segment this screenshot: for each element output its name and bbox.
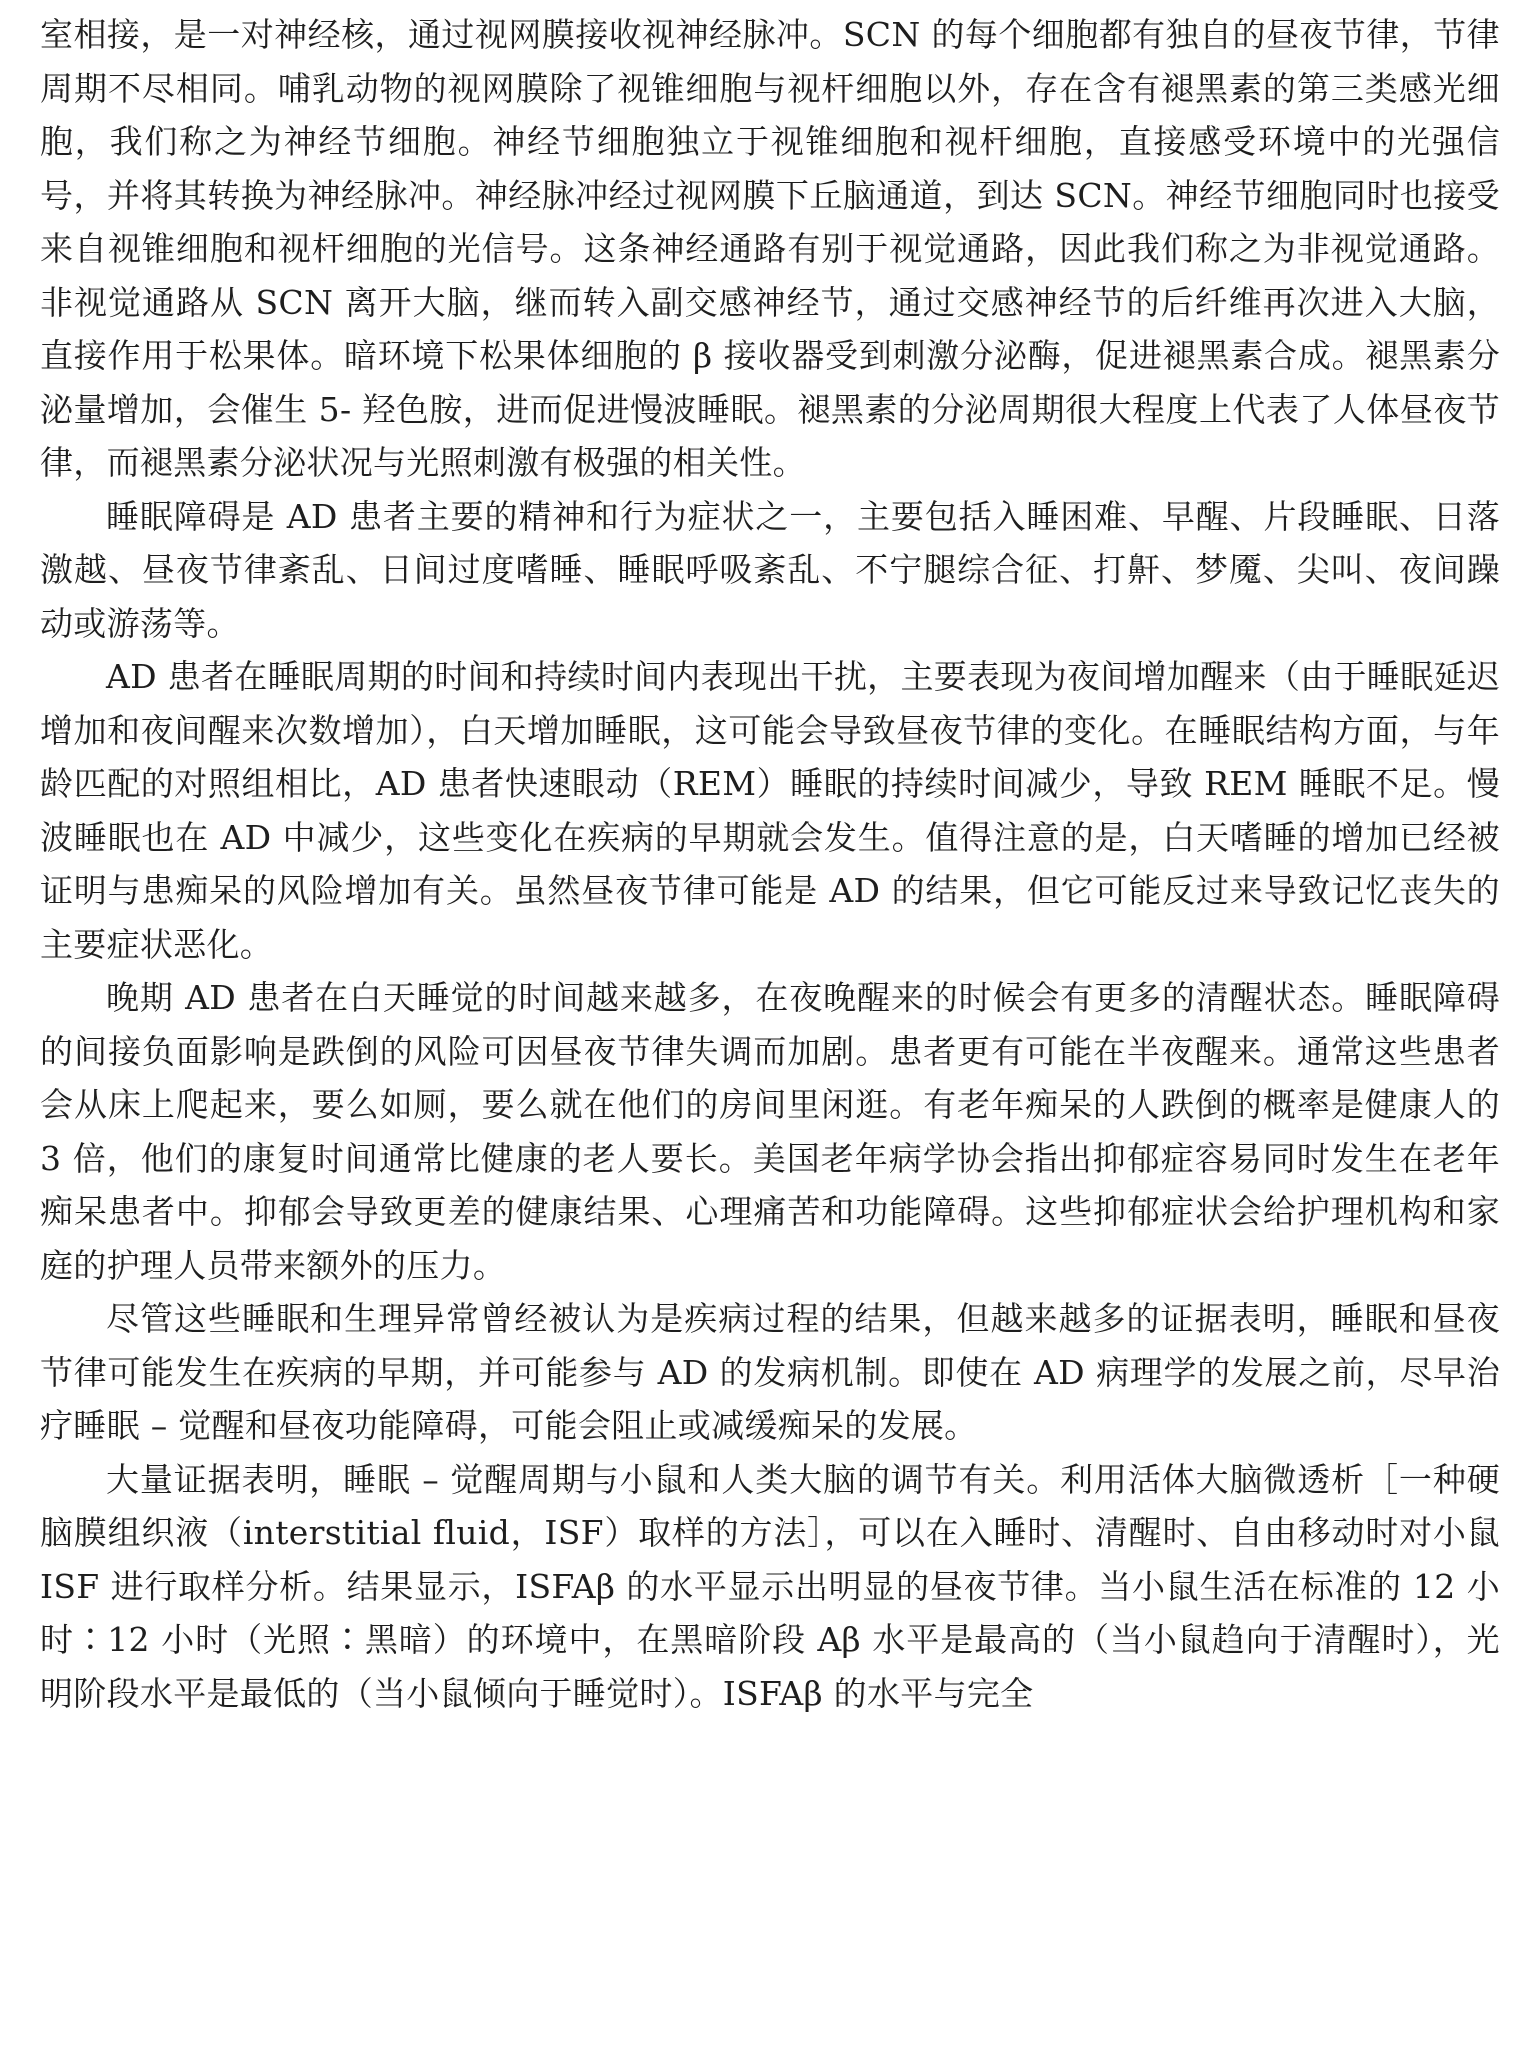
paragraph-microdialysis-evidence: 大量证据表明，睡眠 – 觉醒周期与小鼠和人类大脑的调节有关。利用活体大脑微透析［一种硬脑膜组织液（interstitial fluid，ISF）取样的方法］，可以在入睡时、清醒时、自由移动时对小鼠 ISF 进行取样分析。结果显示，ISFAβ 的水平显示出明显的昼夜节律。当小鼠生活在标准的 12 小时∶12 小时（光照∶黑暗）的环境中，在黑暗阶段 Aβ 水平是最高的（当小鼠趋向于清醒时），光明阶段水平是最低的（当小鼠倾向于睡觉时）。ISFAβ 的水平与完全 bbox=[40, 1459, 1500, 1713]
paragraph-late-stage-ad: 晚期 AD 患者在白天睡觉的时间越来越多，在夜晚醒来的时候会有更多的清醒状态。睡眠障碍的间接负面影响是跌倒的风险可因昼夜节律失调而加剧。患者更有可能在半夜醒来。通常这些患者会从床上爬起来，要么如厕，要么就在他们的房间里闲逛。有老年痴呆的人跌倒的概率是健康人的 3 倍，他们的康复时间通常比健康的老人要长。美国老年病学协会指出抑郁症容易同时发生在老年痴呆患者中。抑郁会导致更差的健康结果、心理痛苦和功能障碍。这些抑郁症状会给护理机构和家庭的护理人员带来额外的压力。 bbox=[40, 978, 1500, 1285]
paragraph-early-treatment: 尽管这些睡眠和生理异常曾经被认为是疾病过程的结果，但越来越多的证据表明，睡眠和昼夜节律可能发生在疾病的早期，并可能参与 AD 的发病机制。即使在 AD 病理学的发展之前，尽早治疗睡眠 – 觉醒和昼夜功能障碍，可能会阻止或减缓痴呆的发展。 bbox=[40, 1299, 1500, 1445]
document-page bbox=[40, 8, 1500, 2058]
paragraph-sleep-cycle-interference: AD 患者在睡眠周期的时间和持续时间内表现出干扰，主要表现为夜间增加醒来（由于睡眠延迟增加和夜间醒来次数增加），白天增加睡眠，这可能会导致昼夜节律的变化。在睡眠结构方面，与年龄匹配的对照组相比，AD 患者快速眼动（REM）睡眠的持续时间减少，导致 REM 睡眠不足。慢波睡眠也在 AD 中减少，这些变化在疾病的早期就会发生。值得注意的是，白天嗜睡的增加已经被证明与患痴呆的风险增加有关。虽然昼夜节律可能是 AD 的结果，但它可能反过来导致记忆丧失的主要症状恶化。 bbox=[40, 657, 1500, 964]
paragraph-pineal-pathway: 室相接，是一对神经核，通过视网膜接收视神经脉冲。SCN 的每个细胞都有独自的昼夜节律，节律周期不尽相同。哺乳动物的视网膜除了视锥细胞与视杆细胞以外，存在含有褪黑素的第三类感光细胞，我们称之为神经节细胞。神经节细胞独立于视锥细胞和视杆细胞，直接感受环境中的光强信号，并将其转换为神经脉冲。神经脉冲经过视网膜下丘脑通道，到达 SCN。神经节细胞同时也接受来自视锥细胞和视杆细胞的光信号。这条神经通路有别于视觉通路，因此我们称之为非视觉通路。非视觉通路从 SCN 离开大脑，继而转入副交感神经节，通过交感神经节的后纤维再次进入大脑，直接作用于松果体。暗环境下松果体细胞的 β 接收器受到刺激分泌酶，促进褪黑素合成。褪黑素分泌量增加，会催生 5- 羟色胺，进而促进慢波睡眠。褪黑素的分泌周期很大程度上代表了人体昼夜节律，而褪黑素分泌状况与光照刺激有极强的相关性。 bbox=[40, 15, 1500, 482]
paragraph-sleep-disorder-symptoms: 睡眠障碍是 AD 患者主要的精神和行为症状之一，主要包括入睡困难、早醒、片段睡眠、日落激越、昼夜节律紊乱、日间过度嗜睡、睡眠呼吸紊乱、不宁腿综合征、打鼾、梦魇、尖叫、夜间躁动或游荡等。 bbox=[40, 496, 1500, 643]
